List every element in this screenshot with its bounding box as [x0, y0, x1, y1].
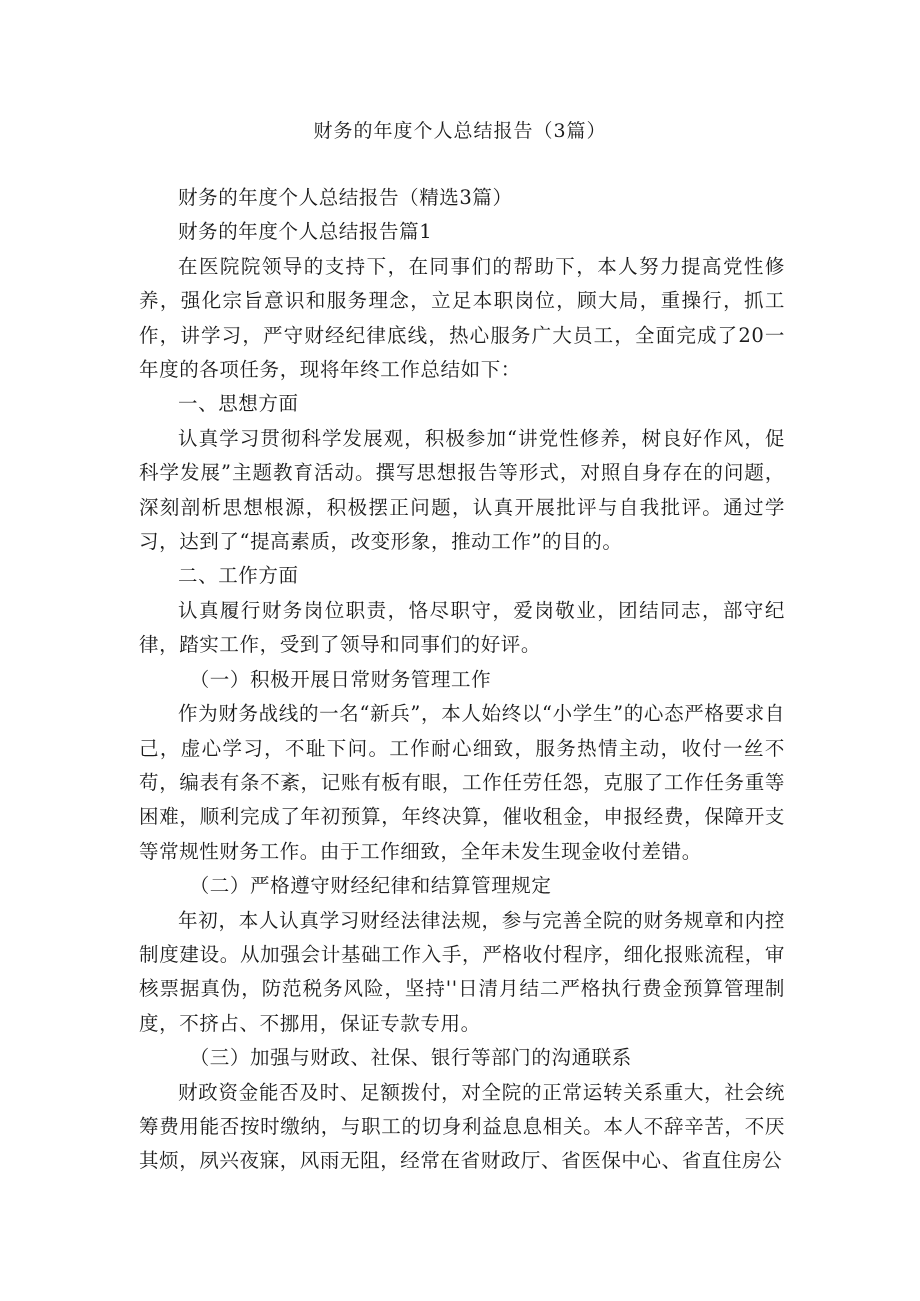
- body-paragraph: 在医院院领导的支持下，在同事们的帮助下，本人努力提高党性修养，强化宗旨意识和服务理念，立足本职岗位，顾大局，重操行，抓工作，讲学习，严守财经纪律底线，热心服务广大员工，全面完成了20一年度的各项任务，现将年终工作总结如下：: [139, 254, 785, 382]
- subsection-heading: （二）严格遵守财经纪律和结算管理规定: [189, 874, 552, 898]
- section-heading: 一、思想方面: [178, 392, 299, 416]
- document-title: 财务的年度个人总结报告（3篇）: [313, 120, 607, 142]
- body-paragraph: 作为财务战线的一名“新兵”，本人始终以“小学生”的心态严格要求自己，虚心学习，不耻下问。工作耐心细致，服务热情主动，收付一丝不苟，编表有条不紊，记账有板有眼，工作任劳任怨，克服了工作任务重等困难，顺利完成了年初预算，年终决算，催收租金，申报经费，保障开支等常规性财务工作。由于工作细致，全年未发生现金收付差错。: [139, 702, 785, 863]
- subsection-heading: （三）加强与财政、社保、银行等部门的沟通联系: [189, 1046, 632, 1070]
- body-paragraph: 认真学习贯彻科学发展观，积极参加“讲党性修养，树良好作风，促科学发展”主题教育活动。撰写思想报告等形式，对照自身存在的问题，深刻剖析思想根源，积极摆正问题，认真开展批评与自我批评。通过学习，达到了“提高素质，改变形象，推动工作”的目的。: [139, 426, 785, 554]
- subsection-heading: （一）积极开展日常财务管理工作: [189, 667, 492, 691]
- subtitle: 财务的年度个人总结报告（精选3篇）: [178, 186, 513, 209]
- section-heading: 财务的年度个人总结报告篇1: [178, 220, 433, 244]
- body-paragraph: 年初，本人认真学习财经法律法规，参与完善全院的财务规章和内控制度建设。从加强会计基础工作入手，严格收付程序，细化报账流程，审核票据真伪，防范税务风险，坚持''日清月结二严格执行费金预算管理制度，不挤占、不挪用，保证专款专用。: [139, 908, 785, 1035]
- body-paragraph: 财政资金能否及时、足额拨付，对全院的正常运转关系重大，社会统筹费用能否按时缴纳，与职工的切身利益息息相关。本人不辞辛苦，不厌其烦，夙兴夜寐，风雨无阻，经常在省财政厅、省医保中心、省直住房公: [139, 1080, 785, 1173]
- body-paragraph: 认真履行财务岗位职责，恪尽职守，爱岗敬业，团结同志，部守纪律，踏实工作，受到了领导和同事们的好评。: [139, 598, 785, 657]
- document-body: [139, 181, 785, 1179]
- section-heading: 二、工作方面: [178, 564, 299, 588]
